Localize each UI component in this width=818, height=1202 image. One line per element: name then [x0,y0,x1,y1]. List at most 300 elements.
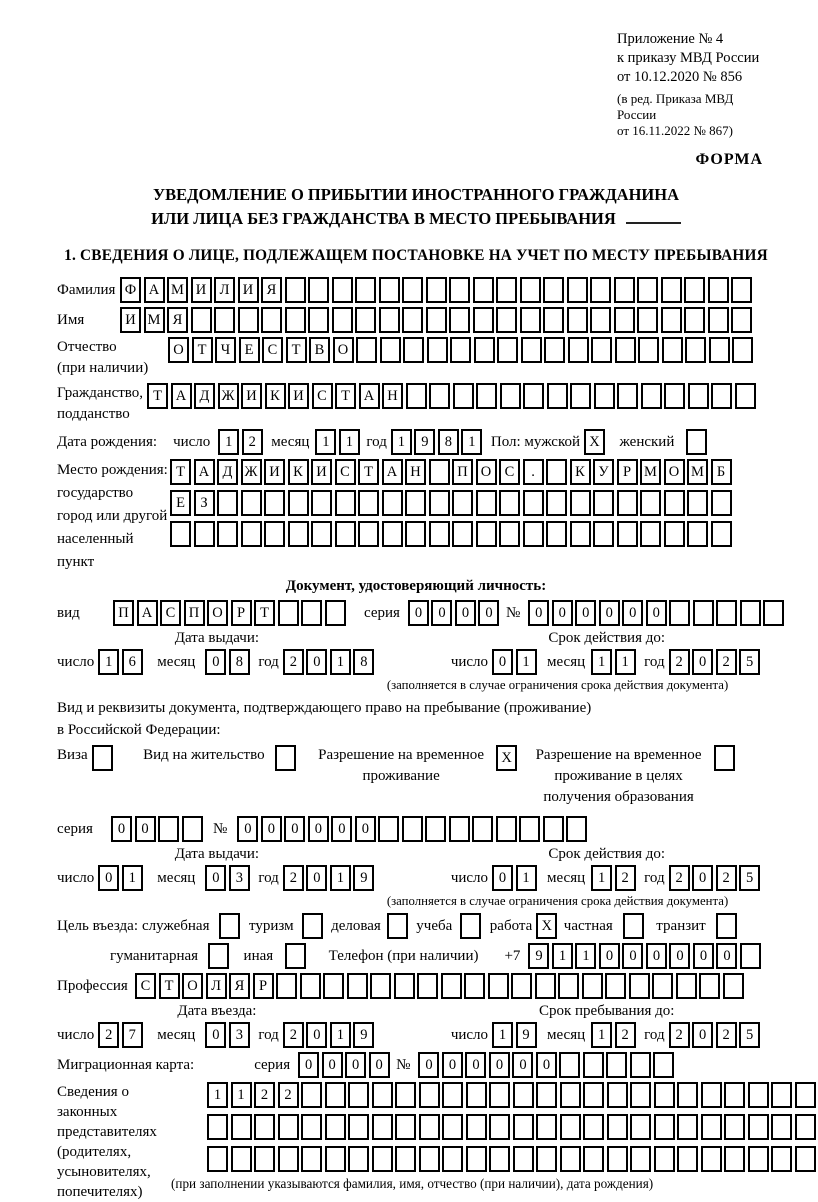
representatives-line3-input[interactable] [207,1146,818,1172]
char-box[interactable] [669,600,690,626]
char-box[interactable] [723,973,744,999]
char-box[interactable] [395,1146,416,1172]
char-box[interactable]: Ж [241,459,262,485]
char-box[interactable]: 2 [716,1022,737,1048]
char-box[interactable] [583,1082,604,1108]
entry-month-input[interactable] [205,1022,252,1048]
char-box[interactable] [450,337,471,363]
char-box[interactable]: Т [335,383,356,409]
char-box[interactable]: Т [358,459,379,485]
doc-issue-month-input[interactable] [205,649,252,675]
char-box[interactable] [429,459,450,485]
char-box[interactable] [521,337,542,363]
char-box[interactable] [382,490,403,516]
char-box[interactable] [394,973,415,999]
char-box[interactable] [664,490,685,516]
char-box[interactable] [708,277,729,303]
char-box[interactable]: 0 [331,816,352,842]
permit-issue-day-input[interactable] [98,865,145,891]
char-box[interactable] [654,1114,675,1140]
char-box[interactable] [429,521,450,547]
char-box[interactable] [500,383,521,409]
char-box[interactable] [630,1146,651,1172]
char-box[interactable] [607,1114,628,1140]
char-box[interactable]: 1 [391,429,412,455]
char-box[interactable] [536,1082,557,1108]
char-box[interactable] [523,490,544,516]
char-box[interactable]: 1 [207,1082,228,1108]
char-box[interactable]: 2 [98,1022,119,1048]
char-box[interactable] [426,307,447,333]
char-box[interactable] [662,337,683,363]
char-box[interactable] [520,307,541,333]
char-box[interactable]: Н [405,459,426,485]
char-box[interactable] [489,1146,510,1172]
char-box[interactable] [709,337,730,363]
stay-day-input[interactable] [492,1022,539,1048]
char-box[interactable]: И [264,459,285,485]
char-box[interactable]: 0 [237,816,258,842]
char-box[interactable] [473,277,494,303]
char-box[interactable] [708,307,729,333]
char-box[interactable] [617,490,638,516]
char-box[interactable] [560,1146,581,1172]
char-box[interactable] [382,521,403,547]
char-box[interactable] [685,337,706,363]
char-box[interactable]: 0 [646,600,667,626]
char-box[interactable]: О [333,337,354,363]
char-box[interactable] [546,490,567,516]
char-box[interactable] [464,973,485,999]
char-box[interactable] [693,600,714,626]
char-box[interactable] [664,383,685,409]
char-box[interactable] [379,307,400,333]
doc-number-input[interactable] [528,600,787,626]
char-box[interactable]: С [135,973,156,999]
char-box[interactable] [441,973,462,999]
char-box[interactable]: Е [170,490,191,516]
char-box[interactable] [731,307,752,333]
char-box[interactable]: Т [170,459,191,485]
char-box[interactable] [332,307,353,333]
char-box[interactable]: Ф [120,277,141,303]
char-box[interactable]: 0 [692,865,713,891]
char-box[interactable] [453,383,474,409]
char-box[interactable] [335,490,356,516]
char-box[interactable] [513,1114,534,1140]
char-box[interactable]: . [523,459,544,485]
char-box[interactable] [347,973,368,999]
char-box[interactable] [356,337,377,363]
char-box[interactable]: Л [206,973,227,999]
permit-valid-day-input[interactable] [492,865,539,891]
char-box[interactable]: Б [711,459,732,485]
char-box[interactable] [499,521,520,547]
char-box[interactable] [191,307,212,333]
doc-issue-day-input[interactable] [98,649,145,675]
char-box[interactable]: 1 [330,865,351,891]
char-box[interactable] [194,521,215,547]
char-box[interactable] [276,973,297,999]
char-box[interactable]: 2 [254,1082,275,1108]
char-box[interactable] [570,490,591,516]
char-box[interactable]: 0 [528,600,549,626]
char-box[interactable]: 0 [492,865,513,891]
char-box[interactable] [511,973,532,999]
char-box[interactable]: О [182,973,203,999]
char-box[interactable]: О [476,459,497,485]
char-box[interactable] [406,383,427,409]
char-box[interactable]: 2 [283,865,304,891]
char-box[interactable]: Д [194,383,215,409]
char-box[interactable] [264,521,285,547]
char-box[interactable] [535,973,556,999]
char-box[interactable] [606,1052,627,1078]
permit-valid-month-input[interactable] [591,865,638,891]
birth-place-line3-input[interactable] [170,521,734,547]
char-box[interactable] [661,307,682,333]
char-box[interactable] [325,1146,346,1172]
char-box[interactable]: 2 [283,1022,304,1048]
char-box[interactable] [594,383,615,409]
char-box[interactable] [254,1114,275,1140]
char-box[interactable] [568,337,589,363]
char-box[interactable] [582,973,603,999]
char-box[interactable] [405,490,426,516]
doc-valid-year-input[interactable] [669,649,763,675]
char-box[interactable] [630,1052,651,1078]
permit-issue-month-input[interactable] [205,865,252,891]
char-box[interactable] [570,521,591,547]
char-box[interactable] [261,307,282,333]
char-box[interactable]: 1 [330,649,351,675]
stay-year-input[interactable] [669,1022,763,1048]
char-box[interactable] [92,745,113,771]
char-box[interactable] [641,383,662,409]
char-box[interactable] [740,600,761,626]
char-box[interactable]: 2 [242,429,263,455]
char-box[interactable] [288,490,309,516]
char-box[interactable] [417,973,438,999]
char-box[interactable] [426,277,447,303]
char-box[interactable] [238,307,259,333]
char-box[interactable]: И [120,307,141,333]
char-box[interactable] [311,521,332,547]
char-box[interactable] [488,973,509,999]
char-box[interactable] [231,1146,252,1172]
char-box[interactable] [449,277,470,303]
char-box[interactable] [308,307,329,333]
char-box[interactable]: 0 [693,943,714,969]
char-box[interactable] [466,1146,487,1172]
char-box[interactable]: Р [231,600,252,626]
char-box[interactable] [301,1082,322,1108]
char-box[interactable]: К [570,459,591,485]
char-box[interactable] [278,600,299,626]
char-box[interactable]: Н [382,383,403,409]
doc-series-input[interactable] [408,600,502,626]
char-box[interactable] [688,383,709,409]
char-box[interactable]: 0 [408,600,429,626]
char-box[interactable]: 0 [692,649,713,675]
char-box[interactable] [701,1114,722,1140]
char-box[interactable]: И [288,383,309,409]
char-box[interactable]: И [238,277,259,303]
char-box[interactable] [615,337,636,363]
char-box[interactable] [523,521,544,547]
char-box[interactable]: А [137,600,158,626]
char-box[interactable]: Ч [215,337,236,363]
char-box[interactable] [207,1114,228,1140]
char-box[interactable] [711,383,732,409]
permit-issue-year-input[interactable] [283,865,377,891]
char-box[interactable] [677,1114,698,1140]
char-box[interactable] [335,521,356,547]
char-box[interactable]: 9 [414,429,435,455]
checkbox-residence-permit[interactable] [275,745,299,771]
char-box[interactable] [207,1146,228,1172]
char-box[interactable]: 8 [229,649,250,675]
char-box[interactable] [716,913,737,939]
char-box[interactable] [499,490,520,516]
checkbox-edu-residence[interactable] [714,745,738,771]
char-box[interactable]: Я [229,973,250,999]
char-box[interactable] [654,1082,675,1108]
char-box[interactable]: Р [253,973,274,999]
char-box[interactable]: 0 [575,600,596,626]
char-box[interactable] [677,1082,698,1108]
char-box[interactable] [523,383,544,409]
char-box[interactable] [348,1082,369,1108]
char-box[interactable] [544,337,565,363]
char-box[interactable]: Т [192,337,213,363]
char-box[interactable] [567,307,588,333]
char-box[interactable] [748,1114,769,1140]
char-box[interactable] [623,913,644,939]
char-box[interactable]: Р [617,459,638,485]
char-box[interactable] [763,600,784,626]
char-box[interactable]: В [309,337,330,363]
checkbox-temp-residence[interactable] [496,745,520,771]
char-box[interactable]: 0 [345,1052,366,1078]
char-box[interactable] [496,277,517,303]
char-box[interactable]: X [496,745,517,771]
char-box[interactable]: С [262,337,283,363]
char-box[interactable]: 1 [461,429,482,455]
checkbox-other-purpose[interactable] [285,943,309,969]
char-box[interactable]: И [311,459,332,485]
char-box[interactable] [419,1114,440,1140]
char-box[interactable] [716,600,737,626]
entry-year-input[interactable] [283,1022,377,1048]
char-box[interactable]: 0 [98,865,119,891]
char-box[interactable]: 0 [306,865,327,891]
char-box[interactable] [701,1146,722,1172]
char-box[interactable]: П [113,600,134,626]
char-box[interactable] [638,337,659,363]
char-box[interactable]: 0 [599,943,620,969]
char-box[interactable]: У [593,459,614,485]
char-box[interactable] [771,1146,792,1172]
char-box[interactable] [724,1146,745,1172]
char-box[interactable] [466,1082,487,1108]
char-box[interactable] [332,277,353,303]
char-box[interactable] [687,521,708,547]
checkbox-work[interactable] [536,913,560,939]
char-box[interactable] [372,1146,393,1172]
char-box[interactable]: 2 [615,1022,636,1048]
char-box[interactable]: 2 [669,865,690,891]
char-box[interactable] [419,1082,440,1108]
char-box[interactable] [664,521,685,547]
char-box[interactable] [301,1114,322,1140]
char-box[interactable] [614,307,635,333]
char-box[interactable] [264,490,285,516]
char-box[interactable] [637,307,658,333]
char-box[interactable] [425,816,446,842]
char-box[interactable] [323,973,344,999]
checkbox-tourism[interactable] [302,913,326,939]
char-box[interactable]: Я [167,307,188,333]
char-box[interactable]: X [536,913,557,939]
char-box[interactable]: Т [159,973,180,999]
char-box[interactable] [474,337,495,363]
profession-input[interactable] [135,973,746,999]
char-box[interactable] [370,973,391,999]
char-box[interactable] [489,1082,510,1108]
char-box[interactable]: 9 [353,865,374,891]
checkbox-private[interactable] [623,913,647,939]
char-box[interactable] [591,337,612,363]
patronymic-input[interactable] [168,337,756,363]
char-box[interactable]: 0 [669,943,690,969]
char-box[interactable] [605,973,626,999]
char-box[interactable]: 0 [418,1052,439,1078]
char-box[interactable]: 3 [229,1022,250,1048]
char-box[interactable]: 0 [692,1022,713,1048]
char-box[interactable]: 0 [431,600,452,626]
char-box[interactable]: Т [254,600,275,626]
char-box[interactable] [170,521,191,547]
char-box[interactable]: 2 [716,649,737,675]
char-box[interactable] [583,1146,604,1172]
char-box[interactable] [590,277,611,303]
checkbox-official[interactable] [219,913,243,939]
char-box[interactable] [476,383,497,409]
char-box[interactable] [442,1146,463,1172]
char-box[interactable]: С [499,459,520,485]
birth-year-input[interactable] [391,429,485,455]
char-box[interactable] [735,383,756,409]
char-box[interactable]: 1 [339,429,360,455]
char-box[interactable]: 0 [622,943,643,969]
char-box[interactable]: 2 [669,1022,690,1048]
char-box[interactable]: 1 [315,429,336,455]
char-box[interactable] [402,307,423,333]
char-box[interactable]: М [167,277,188,303]
char-box[interactable] [395,1082,416,1108]
char-box[interactable] [724,1082,745,1108]
char-box[interactable]: 0 [205,649,226,675]
char-box[interactable] [472,816,493,842]
char-box[interactable] [278,1114,299,1140]
given-name-input[interactable] [120,307,755,333]
char-box[interactable] [724,1114,745,1140]
char-box[interactable] [231,1114,252,1140]
char-box[interactable] [590,307,611,333]
char-box[interactable]: К [288,459,309,485]
char-box[interactable] [419,1146,440,1172]
char-box[interactable]: О [168,337,189,363]
char-box[interactable]: А [359,383,380,409]
char-box[interactable] [182,816,203,842]
char-box[interactable] [677,1146,698,1172]
char-box[interactable] [348,1114,369,1140]
char-box[interactable]: 1 [575,943,596,969]
char-box[interactable] [358,490,379,516]
char-box[interactable] [285,943,306,969]
char-box[interactable] [476,521,497,547]
char-box[interactable] [217,521,238,547]
char-box[interactable] [714,745,735,771]
char-box[interactable]: 0 [536,1052,557,1078]
char-box[interactable]: 0 [205,865,226,891]
char-box[interactable]: 5 [739,649,760,675]
char-box[interactable]: 0 [552,600,573,626]
char-box[interactable]: И [241,383,262,409]
char-box[interactable] [629,973,650,999]
char-box[interactable] [348,1146,369,1172]
char-box[interactable] [536,1146,557,1172]
char-box[interactable]: 0 [489,1052,510,1078]
char-box[interactable]: 0 [284,816,305,842]
doc-valid-day-input[interactable] [492,649,539,675]
char-box[interactable] [442,1114,463,1140]
char-box[interactable] [547,383,568,409]
char-box[interactable]: 0 [455,600,476,626]
char-box[interactable]: X [584,429,605,455]
char-box[interactable] [617,521,638,547]
char-box[interactable] [308,277,329,303]
char-box[interactable] [593,490,614,516]
char-box[interactable]: 5 [739,865,760,891]
char-box[interactable] [520,277,541,303]
char-box[interactable]: 1 [218,429,239,455]
char-box[interactable]: 8 [353,649,374,675]
char-box[interactable] [301,1146,322,1172]
char-box[interactable] [686,429,707,455]
char-box[interactable] [372,1082,393,1108]
char-box[interactable] [241,490,262,516]
char-box[interactable]: 0 [622,600,643,626]
char-box[interactable]: 0 [369,1052,390,1078]
char-box[interactable] [254,1146,275,1172]
checkbox-male[interactable] [584,429,608,455]
char-box[interactable] [640,521,661,547]
char-box[interactable] [496,307,517,333]
char-box[interactable] [301,600,322,626]
char-box[interactable] [513,1082,534,1108]
checkbox-visa[interactable] [92,745,116,771]
char-box[interactable] [442,1082,463,1108]
char-box[interactable] [570,383,591,409]
char-box[interactable]: 1 [516,865,537,891]
char-box[interactable] [543,816,564,842]
char-box[interactable] [241,521,262,547]
char-box[interactable] [278,1146,299,1172]
char-box[interactable] [676,973,697,999]
doc-issue-year-input[interactable] [283,649,377,675]
